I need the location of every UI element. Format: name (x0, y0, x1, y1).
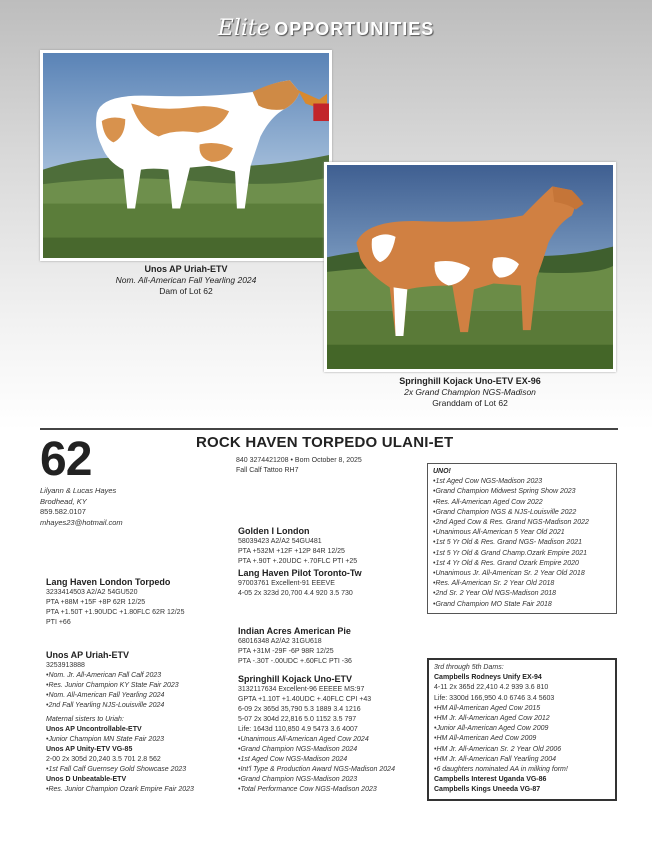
uno-honor: •Grand Champion MO State Fair 2018 (433, 600, 552, 608)
photo-granddam-caption (324, 376, 616, 409)
caption-relation: Dam of Lot 62 (159, 286, 213, 296)
sister-name: Unos D Unbeatable-ETV (46, 776, 127, 783)
sire-name: Lang Haven London Torpedo (46, 577, 171, 587)
dam-reg: 3253913888 (46, 662, 85, 669)
sire-block (46, 576, 236, 628)
granddam-block (238, 673, 428, 795)
uno-title: UNO! (433, 468, 451, 475)
dam4-name: Campbells Interest Uganda VG-86 (434, 776, 547, 784)
animal-info-line: Fall Calf Tattoo RH7 (236, 467, 299, 474)
animal-info-line: 840 3274421208 • Born October 8, 2025 (236, 457, 362, 464)
cow-photo-granddam (327, 165, 613, 369)
caption-title: Nom. All-American Fall Yearling 2024 (115, 275, 257, 285)
dam3-honor: •HM Jr. All-American Aged Cow 2012 (434, 715, 550, 723)
dam-sire-name: Indian Acres American Pie (238, 626, 351, 636)
uno-honor: •1st 4 Yr Old & Res. Grand Ozark Empire 2020 (433, 559, 579, 567)
photo-dam-caption (40, 264, 332, 297)
granddam-honor: •Unanimous All-American Aged Cow 2024 (238, 736, 369, 743)
cow-photo-dam (43, 53, 329, 258)
sister-line: •Res. Junior Champion Ozark Empire Fair 2023 (46, 786, 194, 793)
granddam-line: Life: 1643d 110,850 4.9 5473 3.6 4007 (238, 726, 358, 733)
header-logo (0, 16, 652, 41)
dam3-honor: •HM Jr. All-American Sr. 2 Year Old 2006 (434, 745, 562, 753)
photo-dam (40, 50, 332, 261)
sister-name: Unos AP Uncontrollable-ETV (46, 726, 142, 733)
uno-honor: •1st Aged Cow NGS-Madison 2023 (433, 478, 543, 486)
maternal-sisters-intro: Maternal sisters to Uriah: (46, 716, 124, 723)
animal-info (236, 456, 362, 476)
opportunities-wordmark: OPPORTUNITIES (274, 19, 435, 39)
granddam-sire-name: Lang Haven Pilot Toronto-Tw (238, 568, 362, 578)
uno-honor: •1st 5 Yr Old & Res. Grand NGS- Madison 2021 (433, 539, 582, 547)
animal-name: ROCK HAVEN TORPEDO ULANI-ET (196, 434, 454, 451)
consignor-city: Brodhead, KY (40, 496, 87, 506)
dam3-honor: •HM All-American Aged Cow 2015 (434, 704, 541, 712)
uno-honor: •Grand Champion Midwest Spring Show 2023 (433, 488, 576, 496)
granddam-name: Springhill Kojack Uno-ETV (238, 674, 353, 684)
sister-line: •Junior Champion MN State Fair 2023 (46, 736, 165, 743)
consignor-email[interactable]: mhayes23@hotmail.com (40, 517, 123, 527)
pedigree-line: 4-05 2x 323d 20,700 4.4 920 3.5 730 (238, 590, 353, 597)
sire-pedigree (238, 525, 428, 599)
pedigree-line: PTA +.90T +.20UDC +.70FLC PTI +25 (238, 558, 358, 565)
dam3-honor: •6 daughters nominated AA in milking form! (434, 766, 568, 774)
dams-box (427, 658, 617, 801)
photo-granddam (324, 162, 616, 372)
sister-line: 2-00 2x 305d 20,240 3.5 701 2.8 562 (46, 756, 161, 763)
pedigree-line: 97003761 Excellent-91 EEEVE (238, 580, 335, 587)
elite-wordmark: Elite (217, 16, 270, 41)
granddam-line: 3132117634 Excellent-96 EEEEE MS:97 (238, 686, 365, 693)
dam3-line: 4-11 2x 365d 22,410 4.2 939 3.6 810 (434, 684, 549, 692)
dam3-name: Campbells Rodneys Unify EX-94 (434, 674, 542, 682)
granddam-honor: •Int'l Type & Production Award NGS-Madison 2024 (238, 766, 395, 773)
dam-block (46, 649, 236, 795)
sire-line: 3233414503 A2/A2 54GU520 (46, 589, 138, 596)
dam3-honor: •Junior All-American Aged Cow 2009 (434, 725, 549, 733)
uno-honor: •2nd Sr. 2 Year Old NGS-Madison 2018 (433, 590, 557, 598)
consignor-phone: 859.582.0107 (40, 507, 86, 516)
grandsire-name: Golden I London (238, 526, 310, 536)
granddam-line: GPTA +1.10T +1.40UDC +.40FLC CPI +43 (238, 696, 372, 703)
dam-honor: •Nom. Jr. All-American Fall Calf 2023 (46, 672, 162, 679)
sire-line: PTI +66 (46, 619, 71, 626)
dam-sire-line: 68016348 A2/A2 31GU618 (238, 638, 322, 645)
dam3-line: Life: 3300d 166,950 4.0 6746 3.4 5603 (434, 694, 555, 702)
granddam-honor: •1st Aged Cow NGS-Madison 2024 (238, 756, 348, 763)
sire-line: PTA +1.50T +1.90UDC +1.80FLC 62R 12/25 (46, 609, 185, 616)
granddam-line: 6-09 2x 365d 35,790 5.3 1889 3.4 1216 (238, 706, 361, 713)
granddam-honor: •Grand Champion NGS-Madison 2023 (238, 776, 358, 783)
sister-line: •1st Fall Calf Guernsey Gold Showcase 2023 (46, 766, 187, 773)
dam-sire-block (238, 625, 428, 667)
consignor-info (40, 486, 123, 528)
granddam-line: 5-07 2x 304d 22,816 5.0 1152 3.5 797 (238, 716, 357, 723)
uno-honor: •Unanimous All-American 5 Year Old 2021 (433, 529, 565, 537)
consignor-name: Lilyann & Lucas Hayes (40, 486, 117, 495)
dam-honor: •Res. Junior Champion KY State Fair 2023 (46, 682, 179, 689)
dam-name: Unos AP Uriah-ETV (46, 650, 130, 660)
pedigree-line: PTA +532M +12F +12P 84R 12/25 (238, 548, 345, 555)
uno-honor: •2nd Aged Cow & Res. Grand NGS-Madison 2022 (433, 519, 589, 527)
uno-honor: •1st 5 Yr Old & Grand Champ.Ozark Empire 2021 (433, 549, 588, 557)
dam5-name: Campbells Kings Uneeda VG-87 (434, 786, 541, 794)
caption-title: 2x Grand Champion NGS-Madison (404, 387, 536, 397)
pedigree-line: 58039423 A2/A2 54GU481 (238, 538, 322, 545)
caption-name: Unos AP Uriah-ETV (144, 264, 228, 274)
granddam-honor: •Grand Champion NGS-Madison 2024 (238, 746, 358, 753)
uno-honor: •Grand Champion NGS & NJS-Louisville 2022 (433, 508, 577, 516)
caption-name: Springhill Kojack Uno-ETV EX-96 (399, 376, 541, 386)
uno-honors-box (427, 463, 617, 614)
dams-title: 3rd through 5th Dams: (434, 664, 504, 671)
sister-name: Unos AP Unity-ETV VG-85 (46, 746, 133, 753)
dam3-honor: •HM All-American Aed Cow 2009 (434, 735, 537, 743)
dam-honor: •Nom. All-American Fall Yearling 2024 (46, 692, 165, 699)
granddam-honor: •Total Performance Cow NGS-Madison 2023 (238, 786, 377, 793)
dam-honor: •2nd Fall Yearling NJS-Louisville 2024 (46, 702, 165, 709)
dam-sire-line: PTA -.30T -.00UDC +.60FLC PTI -36 (238, 658, 352, 665)
uno-honor: •Res. All-American Aged Cow 2022 (433, 498, 543, 506)
section-divider (40, 428, 618, 430)
caption-relation: Granddam of Lot 62 (432, 398, 508, 408)
sire-line: PTA +88M +15F +8P 62R 12/25 (46, 599, 146, 606)
dam3-honor: •HM Jr. All-American Fall Yearling 2004 (434, 755, 557, 763)
uno-honor: •Unanimous Jr. All-American Sr. 2 Year Old 2018 (433, 570, 585, 578)
lot-number: 62 (40, 433, 92, 486)
dam-sire-line: PTA +31M -29F -6P 98R 12/25 (238, 648, 334, 655)
uno-honor: •Res. All-American Sr. 2 Year Old 2018 (433, 580, 555, 588)
